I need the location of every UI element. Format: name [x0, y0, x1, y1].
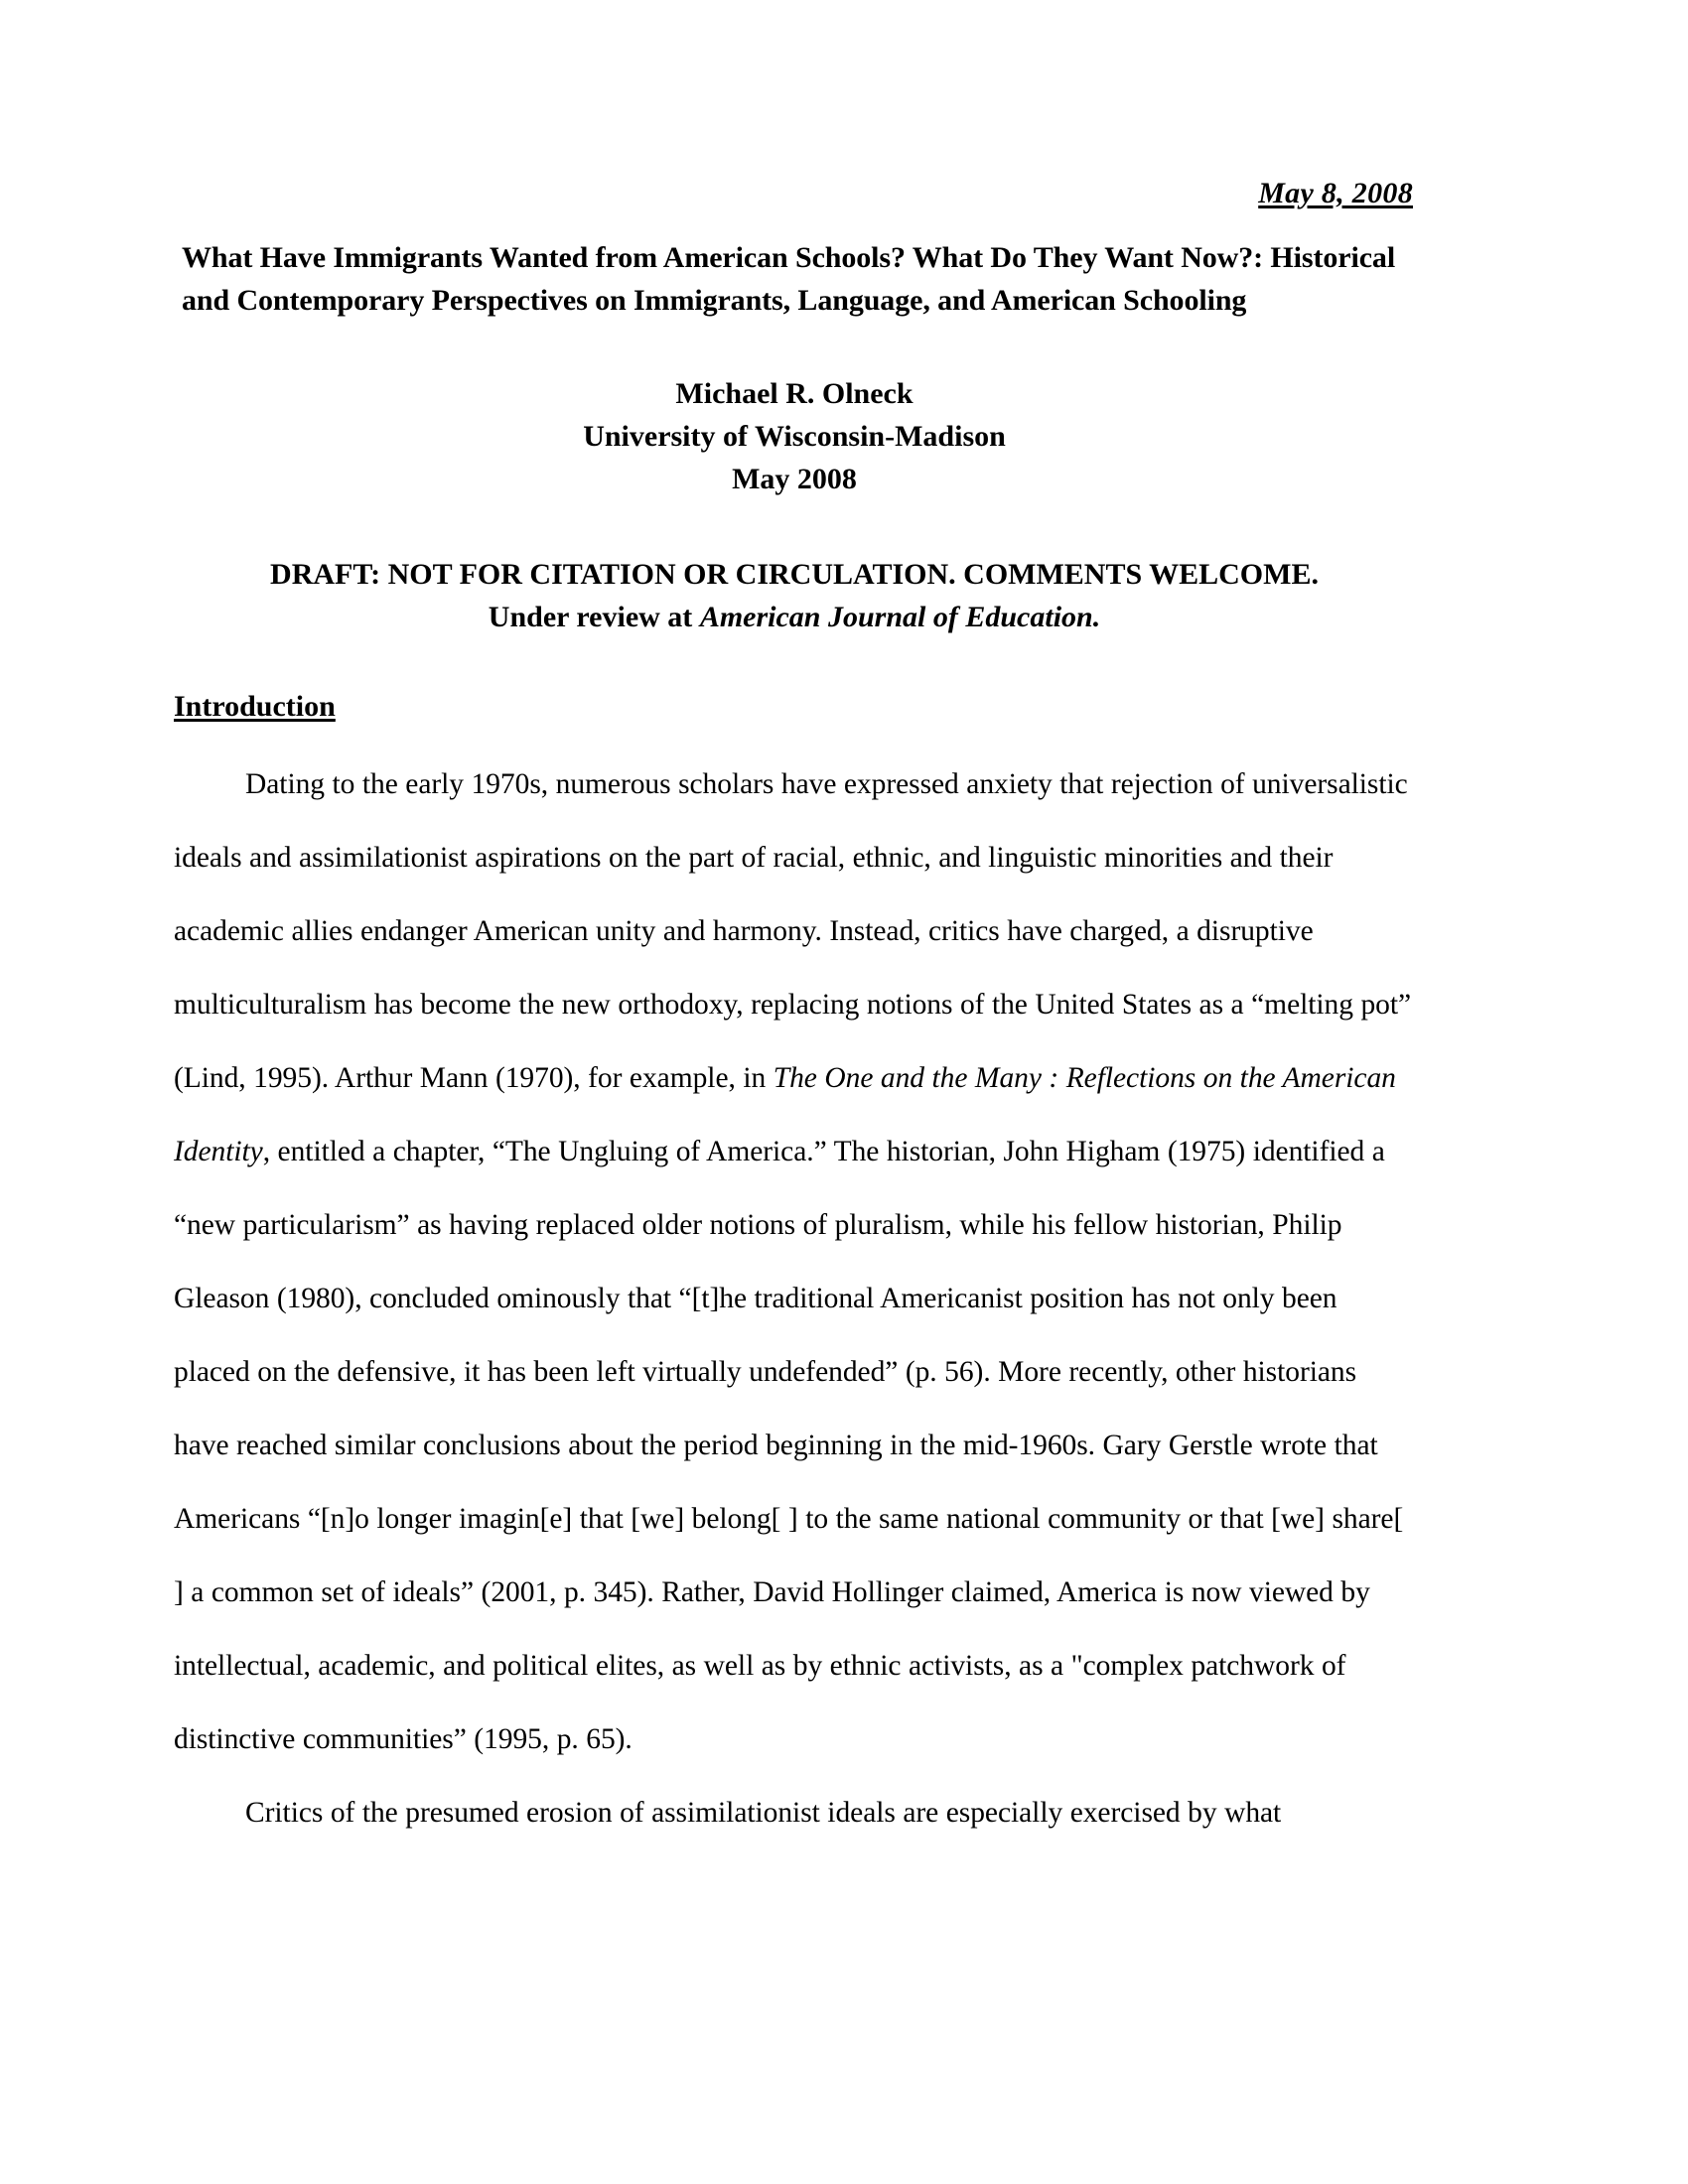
paragraph-1-text-b: , entitled a chapter, “The Ungluing of America.” The historian, John Higham (1975) identified a “new particularism” as having replaced older notions of pluralism, while his fellow historian, Philip Gleason (1980), concluded ominously that “[t]he traditional Americanist position has not only been placed on the defensive, it has been left virtually undefended” (p. 56). More recently, other historians have reached similar conclusions about the period beginning in the mid-1960s. Gary Gerstle wrote that Americans “[n]o longer imagin[e] that [we] belong[ ] to the same national community or that [we] share[ ] a common set of ideals” (2001, p. 345). Rather, David Hollinger claimed, America is now viewed by intellectual, academic, and political elites, as well as by ethnic activists, as a "complex patchwork of distinctive communities” (1995, p. 65). — [174, 1136, 1404, 1756]
author-date: May 2008 — [732, 462, 857, 495]
draft-notice-line2 — [174, 597, 1415, 639]
book-title-the-one-and-the-many: The One and the Many : Reflections on the American Identity — [174, 1062, 1396, 1168]
document-date-text: May 8, 2008 — [1258, 177, 1413, 209]
paragraph-1-text-a: Dating to the early 1970s, numerous scholars have expressed anxiety that rejection of universalistic ideals and assimilationist aspirations on the part of racial, ethnic, and linguistic minorities and their academic allies endanger American unity and harmony. Instead, critics have charged, a disruptive multiculturalism has become the new orthodoxy, replacing notions of the United States as a “melting pot” (Lind, 1995). Arthur Mann (1970), for example, in — [174, 768, 1412, 1095]
document-date — [174, 177, 1415, 210]
author-block — [174, 373, 1415, 500]
section-heading-introduction — [174, 690, 1415, 724]
draft-notice — [174, 554, 1415, 638]
paragraph-1 — [174, 748, 1415, 1776]
paper-title: What Have Immigrants Wanted from American Schools? What Do They Want Now?: Historical and Contemporary Perspectives on Immigrants, Language, and American Schooling — [182, 241, 1396, 318]
paragraph-2 — [174, 1776, 1415, 1849]
section-heading-text: Introduction — [174, 690, 336, 724]
author-name: Michael R. Olneck — [675, 377, 914, 411]
draft-notice-line1: DRAFT: NOT FOR CITATION OR CIRCULATION. COMMENTS WELCOME. — [270, 558, 1319, 592]
document-content — [174, 177, 1415, 1849]
author-affiliation: University of Wisconsin-Madison — [583, 419, 1006, 453]
journal-name: American Journal of Education. — [699, 600, 1101, 633]
under-review-prefix: Under review at — [488, 600, 700, 633]
paragraph-2-text: Critics of the presumed erosion of assimilationist ideals are especially exercised by what — [245, 1797, 1282, 1830]
